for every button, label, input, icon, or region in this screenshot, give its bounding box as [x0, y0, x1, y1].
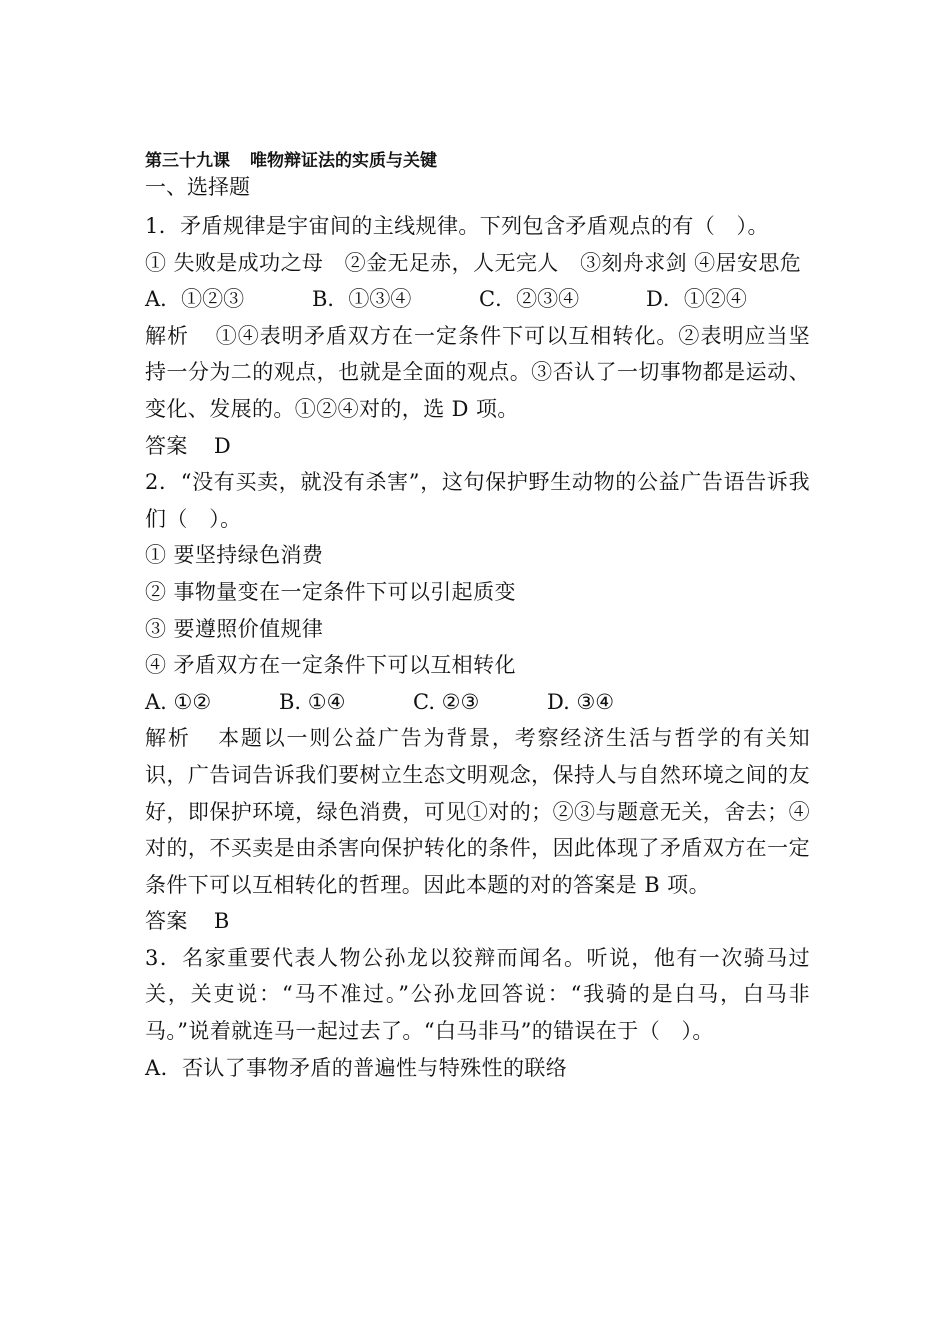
section-heading: 一、选择题	[145, 175, 250, 199]
analysis-label: 解析	[145, 726, 191, 751]
question-2-option-c: C. ②③	[413, 689, 480, 714]
question-2-option-d: D. ③④	[547, 689, 615, 714]
question-3-option-a: A．否认了事物矛盾的普遍性与特殊性的联络	[145, 1055, 568, 1080]
lesson-name: 唯物辩证法的实质与关键	[250, 151, 437, 171]
question-2-option-b: B. ①④	[279, 689, 346, 714]
question-2-statement-2: ② 事物量变在一定条件下可以引起质变	[145, 579, 516, 604]
answer-value: B	[213, 909, 230, 934]
answer-value: D	[213, 433, 232, 458]
answer-label: 答案	[145, 909, 188, 934]
question-1-analysis	[145, 318, 810, 428]
question-2-options	[145, 684, 810, 721]
question-2-statement-3: ③ 要遵照价值规律	[145, 616, 324, 641]
question-1-option-a: A．①②③	[145, 287, 245, 312]
question-2-stem: 2．“没有买卖，就没有杀害”，这句保护野生动物的公益广告语告诉我们（ ）。	[145, 470, 810, 531]
question-1-option-c: C．②③④	[479, 287, 580, 312]
question-2-option-a: A. ①②	[145, 689, 212, 714]
question-1-statements: ① 失败是成功之母 ②金无足赤，人无完人 ③刻舟求剑 ④居安思危	[145, 250, 802, 275]
document-page	[145, 148, 810, 1086]
question-2-answer	[145, 903, 810, 940]
question-2-statement-1: ① 要坚持绿色消费	[145, 543, 324, 568]
lesson-number: 第三十九课	[145, 151, 230, 171]
question-2-analysis	[145, 720, 810, 903]
question-3-stem: 3．名家重要代表人物公孙龙以狡辩而闻名。听说，他有一次骑马过关，关吏说：“马不准过。”公孙龙回答说：“我骑的是白马，白马非马。”说着就连马一起过去了。“白马非马”的错误在于（ ）。	[145, 945, 810, 1044]
answer-label: 答案	[145, 433, 188, 458]
analysis-text: ①④表明矛盾双方在一定条件下可以互相转化。②表明应当坚持一分为二的观点，也就是全面的观点。③否认了一切事物都是运动、变化、发展的。①②④对的，选 D 项。	[145, 323, 810, 421]
question-1-stem: 1．矛盾规律是宇宙间的主线规律。下列包含矛盾观点的有（ ）。	[145, 214, 769, 238]
question-1-option-b: B．①③④	[312, 287, 412, 312]
question-1-answer	[145, 428, 810, 465]
question-1-option-d: D．①②④	[646, 287, 747, 312]
question-1-options	[145, 281, 810, 318]
question-2-statement-4: ④ 矛盾双方在一定条件下可以互相转化	[145, 653, 516, 678]
analysis-label: 解析	[145, 323, 190, 348]
analysis-text: 本题以一则公益广告为背景，考察经济生活与哲学的有关知识，广告词告诉我们要树立生态文明观念，保持人与自然环境之间的友好，即保护环境，绿色消费，可见①对的；②③与题意无关，舍去；④对的，不买卖是由杀害向保护转化的条件，因此体现了矛盾双方在一定条件下可以互相转化的哲理。因此本题的对的答案是 B 项。	[145, 726, 810, 897]
lesson-title	[145, 148, 810, 174]
